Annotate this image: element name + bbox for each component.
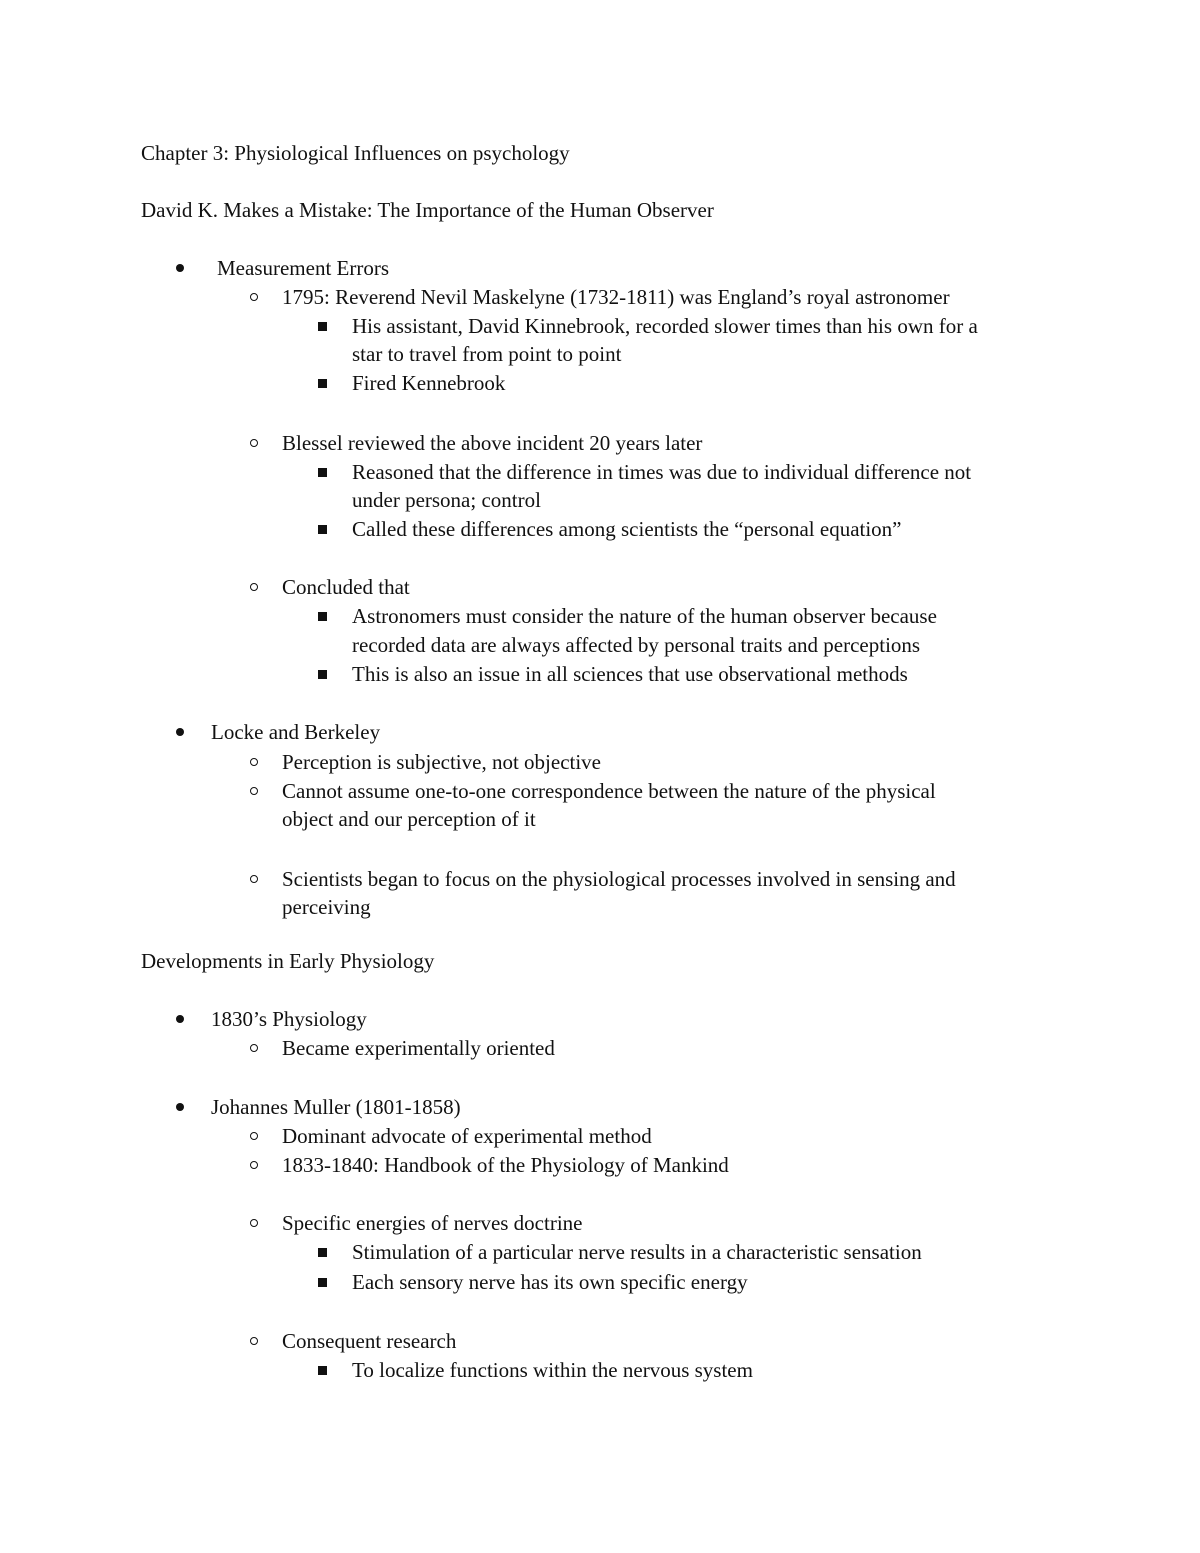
bullet-square <box>318 525 327 534</box>
bullet-dot <box>176 1103 184 1111</box>
list-item-consequent: Consequent research <box>282 1329 457 1353</box>
list-item-scientists: Scientists began to focus on the physiological processes involved in sensing and <box>282 867 956 891</box>
list-item-cannot-assume-cont: object and our perception of it <box>282 807 536 831</box>
bullet-square <box>318 612 327 621</box>
bullet-circle <box>250 439 258 447</box>
bullet-circle <box>250 787 258 795</box>
bullet-dot <box>176 1015 184 1023</box>
list-item-reasoned-cont: under persona; control <box>352 488 541 512</box>
bullet-square <box>318 322 327 331</box>
list-item-perception: Perception is subjective, not objective <box>282 750 601 774</box>
bullet-dot <box>176 264 184 272</box>
list-item-specific-energies: Specific energies of nerves doctrine <box>282 1211 583 1235</box>
section-heading-human-observer: David K. Makes a Mistake: The Importance of the Human Observer <box>141 198 714 222</box>
bullet-circle <box>250 1219 258 1227</box>
bullet-dot <box>176 728 184 736</box>
list-item-cannot-assume: Cannot assume one-to-one correspondence between the nature of the physical <box>282 779 936 803</box>
list-item-advocate: Dominant advocate of experimental method <box>282 1124 652 1148</box>
bullet-circle <box>250 583 258 591</box>
list-item-astronomers: Astronomers must consider the nature of the human observer because <box>352 604 937 628</box>
bullet-square <box>318 1248 327 1257</box>
list-item-fired: Fired Kennebrook <box>352 371 506 395</box>
list-item-called: Called these differences among scientists the “personal equation” <box>352 517 902 541</box>
section-heading-early-physiology: Developments in Early Physiology <box>141 949 435 973</box>
list-item-muller: Johannes Muller (1801-1858) <box>211 1095 461 1119</box>
list-item-handbook: 1833-1840: Handbook of the Physiology of Mankind <box>282 1153 729 1177</box>
list-item-assistant-cont: star to travel from point to point <box>352 342 622 366</box>
list-item-each-nerve: Each sensory nerve has its own specific energy <box>352 1270 748 1294</box>
bullet-circle <box>250 875 258 883</box>
bullet-circle <box>250 1132 258 1140</box>
bullet-circle <box>250 293 258 301</box>
bullet-circle <box>250 1161 258 1169</box>
list-item-concluded: Concluded that <box>282 575 410 599</box>
bullet-square <box>318 1366 327 1375</box>
list-item-astronomers-cont: recorded data are always affected by personal traits and perceptions <box>352 633 921 657</box>
bullet-square <box>318 468 327 477</box>
bullet-square <box>318 1278 327 1287</box>
list-item-1830s-physiology: 1830’s Physiology <box>211 1007 367 1031</box>
bullet-square <box>318 670 327 679</box>
list-item-experimental: Became experimentally oriented <box>282 1036 555 1060</box>
bullet-circle <box>250 1337 258 1345</box>
chapter-title: Chapter 3: Physiological Influences on psychology <box>141 141 570 165</box>
list-item-localize: To localize functions within the nervous system <box>352 1358 753 1382</box>
list-item-blessel: Blessel reviewed the above incident 20 years later <box>282 431 703 455</box>
bullet-circle <box>250 758 258 766</box>
list-item-stimulation: Stimulation of a particular nerve results in a characteristic sensation <box>352 1240 922 1264</box>
list-item-also-issue: This is also an issue in all sciences that use observational methods <box>352 662 908 686</box>
list-item-reasoned: Reasoned that the difference in times was due to individual difference not <box>352 460 972 484</box>
list-item-scientists-cont: perceiving <box>282 895 371 919</box>
bullet-circle <box>250 1044 258 1052</box>
list-item-locke-berkeley: Locke and Berkeley <box>211 720 381 744</box>
list-item-assistant: His assistant, David Kinnebrook, recorded slower times than his own for a <box>352 314 978 338</box>
list-item-maskelyne: 1795: Reverend Nevil Maskelyne (1732-1811) was England’s royal astronomer <box>282 285 950 309</box>
bullet-square <box>318 379 327 388</box>
list-item-measurement-errors: Measurement Errors <box>217 256 390 280</box>
